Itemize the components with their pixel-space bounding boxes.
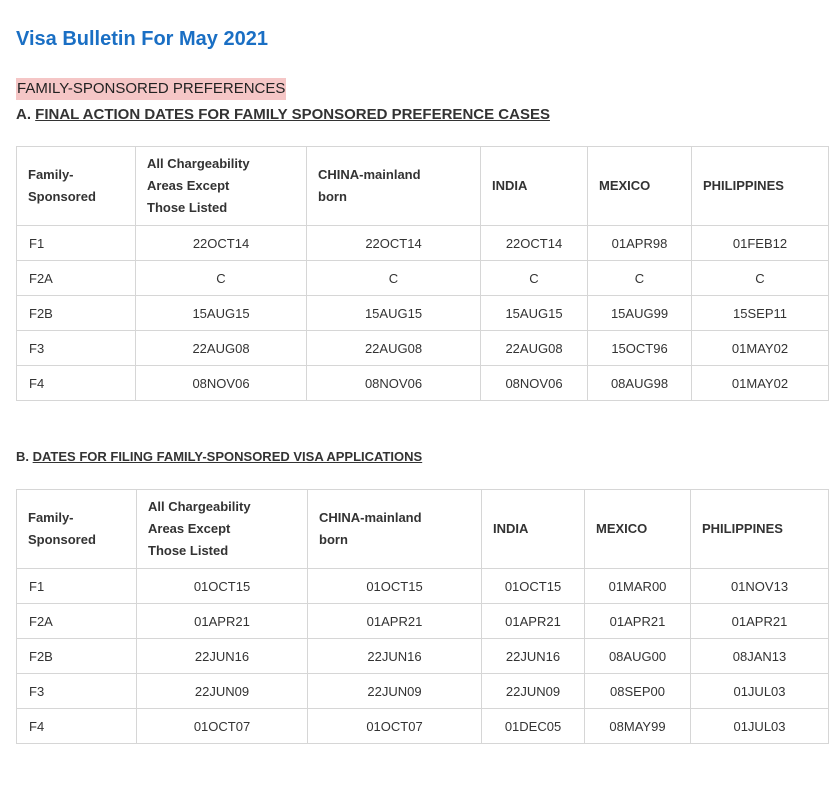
date-cell: 01APR21 [585,604,691,639]
column-header-line: INDIA [493,521,529,536]
date-cell: C [136,261,307,296]
date-cell: 01JUL03 [691,674,829,709]
table-header-row [17,147,829,226]
date-cell: 01DEC05 [482,709,585,744]
table-row [17,639,829,674]
date-cell: 15AUG99 [588,296,692,331]
date-cell: 01NOV13 [691,569,829,604]
preference-category-cell: F3 [17,674,137,709]
date-cell: 22JUN16 [137,639,308,674]
preference-category-cell: F3 [17,331,136,366]
column-header-line: Those Listed [147,200,228,215]
column-header-line: Areas Except [147,178,230,193]
date-cell: 08SEP00 [585,674,691,709]
date-cell: 22AUG08 [481,331,588,366]
date-cell: 01APR21 [482,604,585,639]
date-cell: 01OCT07 [137,709,308,744]
date-cell: C [692,261,829,296]
table-a-title: FINAL ACTION DATES FOR FAMILY SPONSORED PREFERENCE CASES [35,106,550,123]
date-cell: 15AUG15 [136,296,307,331]
table-row [17,569,829,604]
date-cell: 01OCT15 [137,569,308,604]
column-header-line: All Chargeability [147,156,250,171]
column-header-line: PHILIPPINES [702,521,783,536]
table-row [17,604,829,639]
date-cell: 08NOV06 [481,366,588,401]
date-cell: 22OCT14 [136,226,307,261]
column-header-line: born [319,532,348,547]
table-a-heading [16,104,828,126]
table-b-heading [16,447,828,467]
date-cell: 01OCT15 [482,569,585,604]
table-row [17,261,829,296]
date-cell: 08AUG98 [588,366,692,401]
table-row [17,674,829,709]
date-cell: 08AUG00 [585,639,691,674]
date-cell: C [588,261,692,296]
column-header-line: PHILIPPINES [703,178,784,193]
table-row [17,709,829,744]
table-row [17,296,829,331]
preference-category-cell: F2B [17,296,136,331]
date-cell: 22OCT14 [307,226,481,261]
column-header [585,490,691,569]
date-cell: 22JUN16 [482,639,585,674]
date-cell: 08NOV06 [307,366,481,401]
table-a-prefix: A. [16,106,31,123]
preference-category-cell: F4 [17,709,137,744]
column-header [481,147,588,226]
date-cell: C [481,261,588,296]
column-header [691,490,829,569]
column-header [17,147,136,226]
date-cell: 22OCT14 [481,226,588,261]
date-cell: 01OCT07 [308,709,482,744]
date-cell: 01APR21 [691,604,829,639]
preference-category-cell: F2B [17,639,137,674]
date-cell: 22JUN09 [482,674,585,709]
date-cell: 22AUG08 [307,331,481,366]
preference-category-cell: F1 [17,226,136,261]
final-action-dates-table [16,146,829,401]
date-cell: 01MAR00 [585,569,691,604]
date-cell: 01APR98 [588,226,692,261]
column-header-line: CHINA-mainland [319,510,422,525]
date-cell: 01OCT15 [308,569,482,604]
column-header-line: Those Listed [148,543,229,558]
page [0,26,840,744]
date-cell: 01FEB12 [692,226,829,261]
table-row [17,366,829,401]
preference-category-cell: F4 [17,366,136,401]
date-cell: 01APR21 [308,604,482,639]
table-row [17,331,829,366]
date-cell: 15OCT96 [588,331,692,366]
column-header-line: Family- [28,167,74,182]
column-header [692,147,829,226]
date-cell: 08JAN13 [691,639,829,674]
date-cell: 01MAY02 [692,366,829,401]
date-cell: 01JUL03 [691,709,829,744]
date-cell: 15SEP11 [692,296,829,331]
column-header-line: CHINA-mainland [318,167,421,182]
date-cell: 01MAY02 [692,331,829,366]
column-header-line: Areas Except [148,521,231,536]
column-header [588,147,692,226]
date-cell: 15AUG15 [307,296,481,331]
column-header-line: Sponsored [28,532,96,547]
date-cell: 01APR21 [137,604,308,639]
date-cell: 22JUN16 [308,639,482,674]
column-header-line: MEXICO [599,178,651,193]
column-header-line: MEXICO [596,521,648,536]
column-header-line: All Chargeability [148,499,251,514]
column-header [17,490,137,569]
column-header [308,490,482,569]
date-cell: 22JUN09 [308,674,482,709]
column-header-line: Family- [28,510,74,525]
dates-for-filing-table [16,489,829,744]
date-cell: C [307,261,481,296]
column-header-line: Sponsored [28,189,96,204]
preference-category-cell: F2A [17,604,137,639]
column-header [137,490,308,569]
date-cell: 22AUG08 [136,331,307,366]
date-cell: 15AUG15 [481,296,588,331]
date-cell: 08MAY99 [585,709,691,744]
preference-category-cell: F1 [17,569,137,604]
table-header-row [17,490,829,569]
column-header [482,490,585,569]
preference-category-cell: F2A [17,261,136,296]
page-title: Visa Bulletin For May 2021 [16,28,268,50]
section-label: FAMILY-SPONSORED PREFERENCES [16,78,286,100]
table-row [17,226,829,261]
column-header-line: INDIA [492,178,528,193]
date-cell: 22JUN09 [137,674,308,709]
column-header [136,147,307,226]
table-b-prefix: B. [16,449,29,464]
column-header [307,147,481,226]
table-b-title: DATES FOR FILING FAMILY-SPONSORED VISA APPLICATIONS [32,449,423,464]
date-cell: 08NOV06 [136,366,307,401]
column-header-line: born [318,189,347,204]
